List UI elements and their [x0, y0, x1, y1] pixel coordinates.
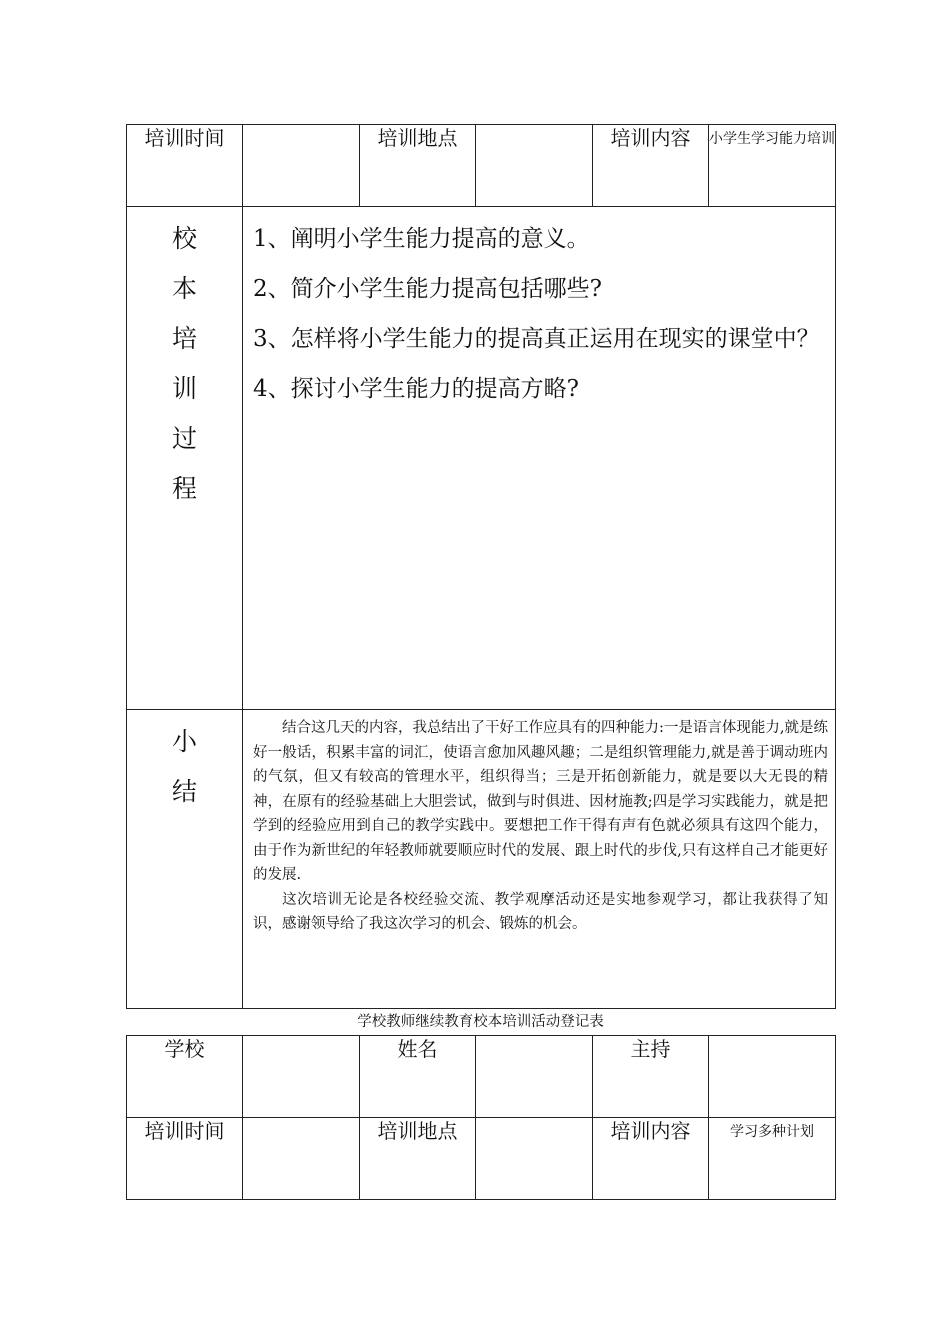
school-label: 学校: [127, 1036, 243, 1118]
process-label-char: 校: [171, 224, 197, 253]
process-item: 2、简介小学生能力提高包括哪些?: [253, 276, 602, 302]
host-label: 主持: [593, 1036, 709, 1118]
process-label-char: 过: [171, 424, 197, 453]
content-label: 培训内容: [593, 125, 709, 207]
summary-paragraph: 这次培训无论是各校经验交流、教学观摩活动还是实地参观学习，都让我获得了知识，感谢领导给了我这次学习的机会、锻炼的机会。: [253, 891, 828, 932]
school-value: [243, 1036, 360, 1118]
host-value: [709, 1036, 836, 1118]
form-caption: 学校教师继续教育校本培训活动登记表: [357, 1014, 604, 1030]
time-label: 培训时间: [127, 1118, 243, 1200]
name-label: 姓名: [360, 1036, 476, 1118]
place-label: 培训地点: [360, 1118, 476, 1200]
time-label: 培训时间: [127, 125, 243, 207]
process-label-char: 培: [171, 324, 197, 353]
summary-content: [243, 710, 836, 1009]
content-value: 小学生学习能力培训: [709, 125, 836, 207]
registration-table: [126, 1035, 836, 1200]
summary-label-char: 结: [171, 777, 197, 806]
time-value: [243, 125, 360, 207]
place-value: [476, 125, 593, 207]
process-label-char: 本: [171, 274, 197, 303]
training-record-table: [126, 124, 836, 1009]
process-label-char: 程: [171, 474, 197, 503]
content-label: 培训内容: [593, 1118, 709, 1200]
time-value: [243, 1118, 360, 1200]
summary-paragraph: 结合这几天的内容，我总结出了干好工作应具有的四种能力:一是语言体现能力,就是练好一般话，积累丰富的词汇，使语言愈加风趣风趣；二是组织管理能力,就是善于调动班内的气氛，但又有较高的管理水平，组织得当；三是开拓创新能力，就是要以大无畏的精神，在原有的经验基础上大胆尝试，做到与时俱进、因材施教;四是学习实践能力，就是把学到的经验应用到自己的教学实践中。要想把工作干得有声有色就必须具有这四个能力，由于作为新世纪的年轻教师就要顺应时代的发展、跟上时代的步伐,只有这样自己才能更好的发展.: [253, 720, 828, 883]
process-item: 3、怎样将小学生能力的提高真正运用在现实的课堂中？: [253, 326, 820, 352]
process-label: [127, 207, 243, 710]
name-value: [476, 1036, 593, 1118]
summary-label: [127, 710, 243, 1009]
process-item: 4、探讨小学生能力的提高方略?: [253, 376, 579, 402]
process-item: 1、阐明小学生能力提高的意义。: [253, 226, 590, 252]
process-label-char: 训: [171, 374, 197, 403]
process-content: [243, 207, 836, 710]
place-value: [476, 1118, 593, 1200]
summary-label-char: 小: [171, 727, 197, 756]
content-value: 学习多种计划: [709, 1118, 836, 1200]
place-label: 培训地点: [360, 125, 476, 207]
